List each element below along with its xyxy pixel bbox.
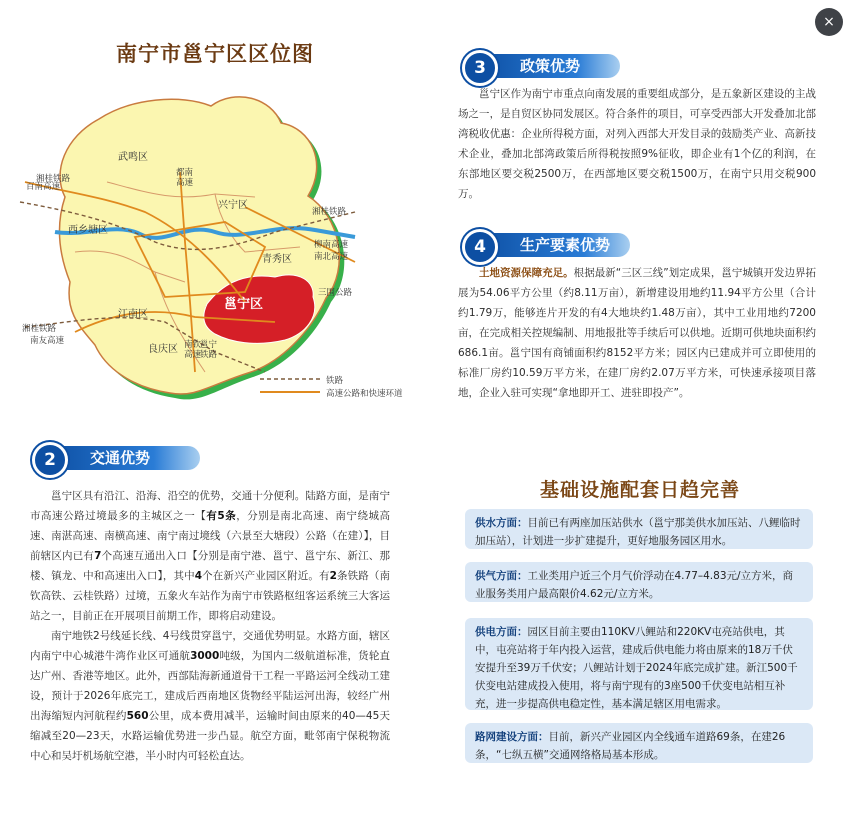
district-label-yongning: 邕宁区 [224,297,264,312]
road-label-yongning-rail: 邕宁 铁路 [200,340,218,360]
road-label-nanqin: 南钦 高速 [184,340,202,360]
road-label-liunan: 柳南高速 [314,240,349,250]
district-label-qingxiu: 青秀区 [262,254,292,265]
section2-number: 2 [32,442,68,478]
section2-title: 交通优势 [46,446,200,470]
road-label-nanbei: 南北高速 [314,252,349,262]
close-button[interactable] [815,8,843,36]
section2-banner [32,442,192,472]
section4-lead: 土地资源保障充足。 [479,267,574,279]
section2-text: 邕宁区具有沿江、沿海、沿空的优势，交通十分便利。陆路方面，是南宁市高速公路过境最多的主城区之一【有5条，分别是南北高速、南宁绕城高速、南湛高速、南横高速、南宁南过境线（六景至大塘段）公路（在建）】，目前辖区内已有7个高速互通出入口【分别是南宁港、邕宁、邕宁东、新江、那楼、镇龙、中和高速出入口】，其中4个在新兴产业园区附近。有2条铁路（南钦高铁、云桂铁路）过境，五象火车站作为南宁市铁路枢纽客运系统三大客运站之一，目前正在开展项目前期工作，即将启动建设。 南宁地铁2号线延长线、4号线贯穿邕宁，交通优势明显。水路方面，辖区内南宁中心城港牛湾作业区可通航3000吨级，为国内二级航道标准，货轮直达广州、香港等地区。此外，西部陆海新通道骨干工程一平路运河全线动工建设，预计于2026年底完工，建成后西南地区货物经平陆运河出海，较经广州出海缩短内河航程约560公里，成本费用减半，运输时间由原来的40—45天缩减至20—23天，水路运输优势进一步凸显。航空方面，毗邻南宁保税物流中心和吴圩机场航空港，半小时内可轻松直达。 [30,490,391,762]
district-label-liangqing: 良庆区 [148,344,178,355]
road-label-nanyou: 南友高速 [30,336,65,346]
section4-banner [462,229,622,259]
district-label-wuming: 武鸣区 [118,152,148,163]
road-label-baise: 百南高速 [26,182,61,192]
legend-rail: 铁路 [326,376,344,386]
section3-title: 政策优势 [476,54,620,78]
district-label-xingning: 兴宁区 [218,200,248,211]
section3-banner [462,50,622,80]
road-label-duna: 都南 高速 [176,168,194,188]
district-label-xixiangtang: 西乡塘区 [68,225,108,236]
infra-power-box: 供电方面：园区目前主要由110KV八鲤站和220KV屯亮站供电，其中，屯亮站将于年内投入运营，建成后供电能力将由原来的18万千伏安提升至39万千伏安；八鲤站计划于2024年底完成扩建。新江500千伏变电站建成投入使用，将与南宁现有的3座500千伏变电站相互补充，进一步提高供电稳定性，基本满足辖区用电需求。 [465,618,813,710]
district-label-jiangnan: 江南区 [118,309,148,320]
section3-number: 3 [462,50,498,86]
infrastructure-title: 基础设施配套日趋完善 [539,479,740,501]
section4-text: 土地资源保障充足。根据最新“三区三线”划定成果，邕宁城镇开发边界拓展为54.06平方公里（约8.11万亩），新增建设用地约11.94平方公里（合计约1.79万，能够连片开发的有4大地块约1.48万亩），其中工业用地约7200亩，在完成相关控规编制、用地报批等手续后可以供地。近期可供地块面积约686.1亩。邕宁国有商铺面积约8152平方米；园区内已建成并可立即使用的标准厂房约10.59万平方米，在建厂房约2.07万平方米，可快速承接项目落地，企业入驻可实现“拿地即开工、进驻即投产”。 [458,267,816,399]
road-label-hukui: 湘桂铁路 [36,174,71,184]
infra-road-box: 路网建设方面：目前，新兴产业园区内全线通车道路69条，在建26条，“七纵五横”交通网络格局基本形成。 [465,723,813,763]
road-label-nanfang: 湘桂铁路 [22,324,57,334]
section3-text: 邕宁区作为南宁市重点向南发展的重要组成部分，是五象新区建设的主战场之一，是自贸区协同发展区。符合条件的项目，可享受西部大开发叠加北部湾税收优惠：企业所得税方面，对列入西部大开发目录的鼓励类产业、高新技术企业，叠加北部湾政策后所得税按照9%征收，即企业有1个亿的利润，在东部地区要交税2500万，在西部地区要交税1500万，在南宁只用交税900万。 [458,88,816,200]
map-title: 南宁市邕宁区区位图 [116,42,314,66]
road-label-xiangui: 湘桂铁路 [312,207,347,217]
infra-water-box: 供水方面：目前已有两座加压站供水（邕宁那美供水加压站、八鲤临时加压站），计划进一步扩建提升，更好地服务园区用水。 [465,509,813,549]
section4-number: 4 [462,229,498,265]
road-label-ring: 三围公路 [318,288,353,298]
legend-highway: 高速公路和快速环道 [326,389,403,399]
infra-gas-box: 供气方面：工业类用户近三个月气价浮动在4.77–4.83元/立方米，商业服务类用户最高限价4.62元/立方米。 [465,562,813,602]
close-icon: × [823,14,835,30]
section4-title: 生产要素优势 [476,233,630,257]
